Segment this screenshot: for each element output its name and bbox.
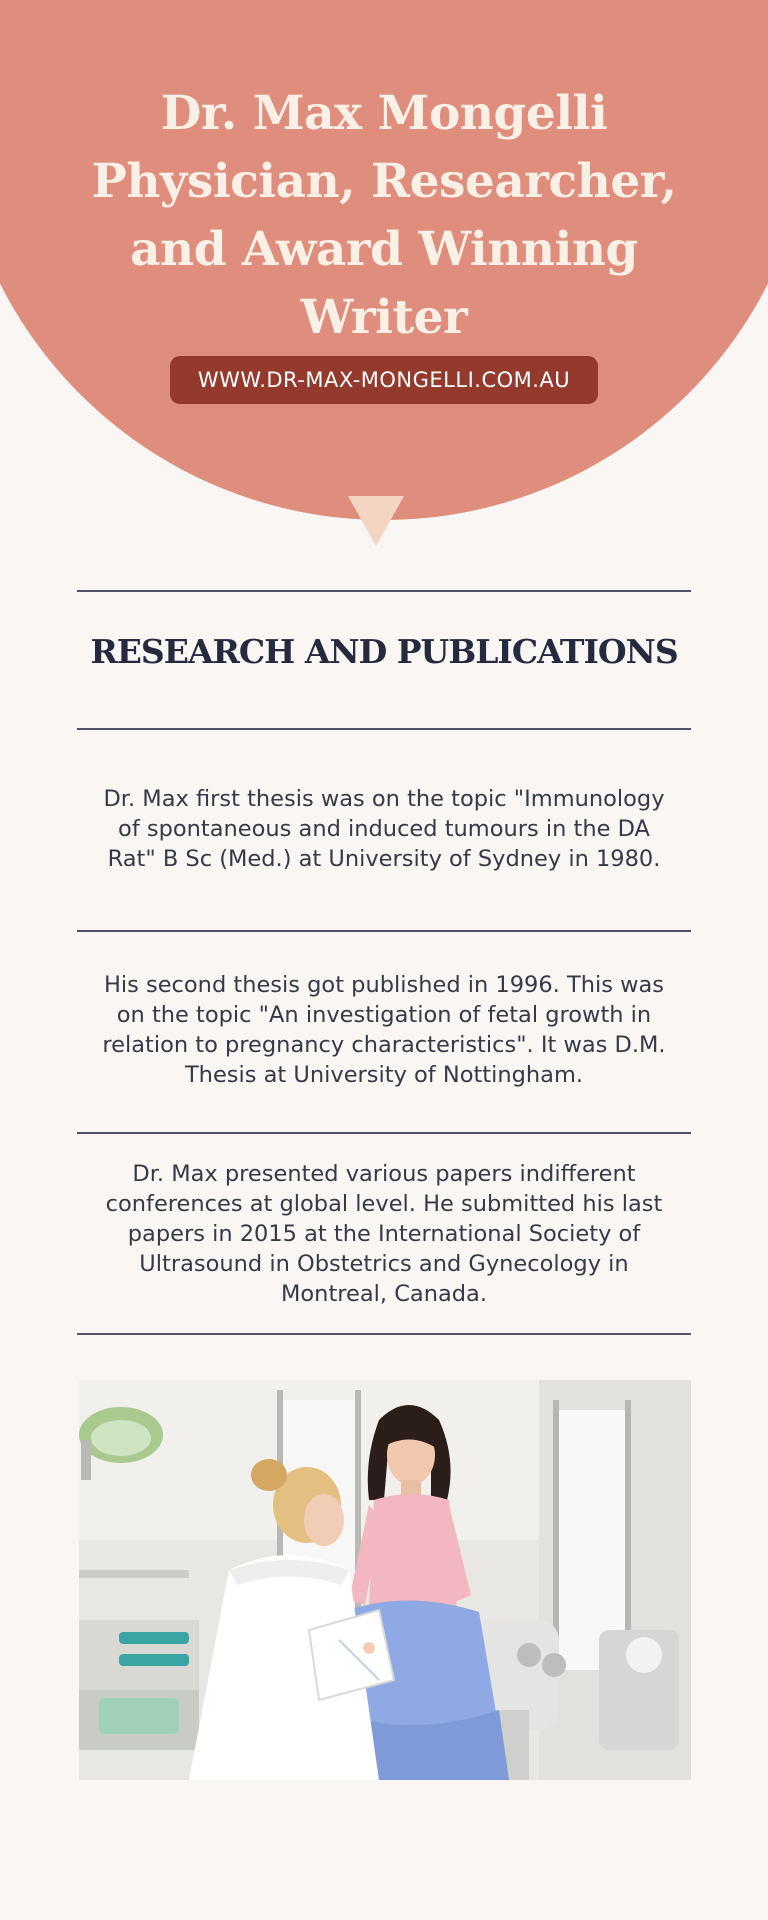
paragraph-line: on the topic "An investigation of fetal growth in bbox=[116, 1002, 652, 1028]
paragraph-line: Ultrasound in Obstetrics and Gynecology in bbox=[139, 1251, 629, 1277]
doctor-patient-photo bbox=[79, 1380, 691, 1780]
thesis-paragraph-1 bbox=[64, 784, 704, 874]
hero-pointer-arrow bbox=[348, 496, 404, 546]
hero-title-line: and Award Winning bbox=[130, 222, 638, 277]
section-heading: RESEARCH AND PUBLICATIONS bbox=[90, 632, 678, 671]
divider bbox=[77, 590, 691, 592]
paragraph-line: relation to pregnancy characteristics". It was D.M. bbox=[102, 1032, 666, 1058]
divider bbox=[77, 1333, 691, 1335]
conferences-paragraph bbox=[64, 1159, 704, 1309]
paragraph-line: Montreal, Canada. bbox=[281, 1281, 487, 1307]
website-url-badge[interactable]: WWW.DR-MAX-MONGELLI.COM.AU bbox=[170, 356, 598, 404]
divider bbox=[77, 930, 691, 932]
paragraph-line: of spontaneous and induced tumours in the DA bbox=[118, 816, 650, 842]
hero-title-line: Dr. Max Mongelli bbox=[160, 86, 608, 141]
paragraph-line: conferences at global level. He submitted his last bbox=[105, 1191, 663, 1217]
paragraph-line: papers in 2015 at the International Society of bbox=[127, 1221, 641, 1247]
paragraph-line: Dr. Max presented various papers indifferent bbox=[132, 1161, 636, 1187]
paragraph-line: Thesis at University of Nottingham. bbox=[184, 1062, 584, 1088]
divider bbox=[77, 1132, 691, 1134]
paragraph-line: Dr. Max first thesis was on the topic "Immunology bbox=[103, 786, 665, 812]
divider bbox=[77, 728, 691, 730]
thesis-paragraph-2 bbox=[64, 970, 704, 1090]
hero-title bbox=[0, 80, 768, 352]
paragraph-line: Rat" B Sc (Med.) at University of Sydney in 1980. bbox=[107, 846, 661, 872]
hero-title-line: Physician, Researcher, bbox=[91, 154, 677, 209]
paragraph-line: His second thesis got published in 1996. This was bbox=[103, 972, 665, 998]
hero-title-line: Writer bbox=[300, 290, 468, 345]
